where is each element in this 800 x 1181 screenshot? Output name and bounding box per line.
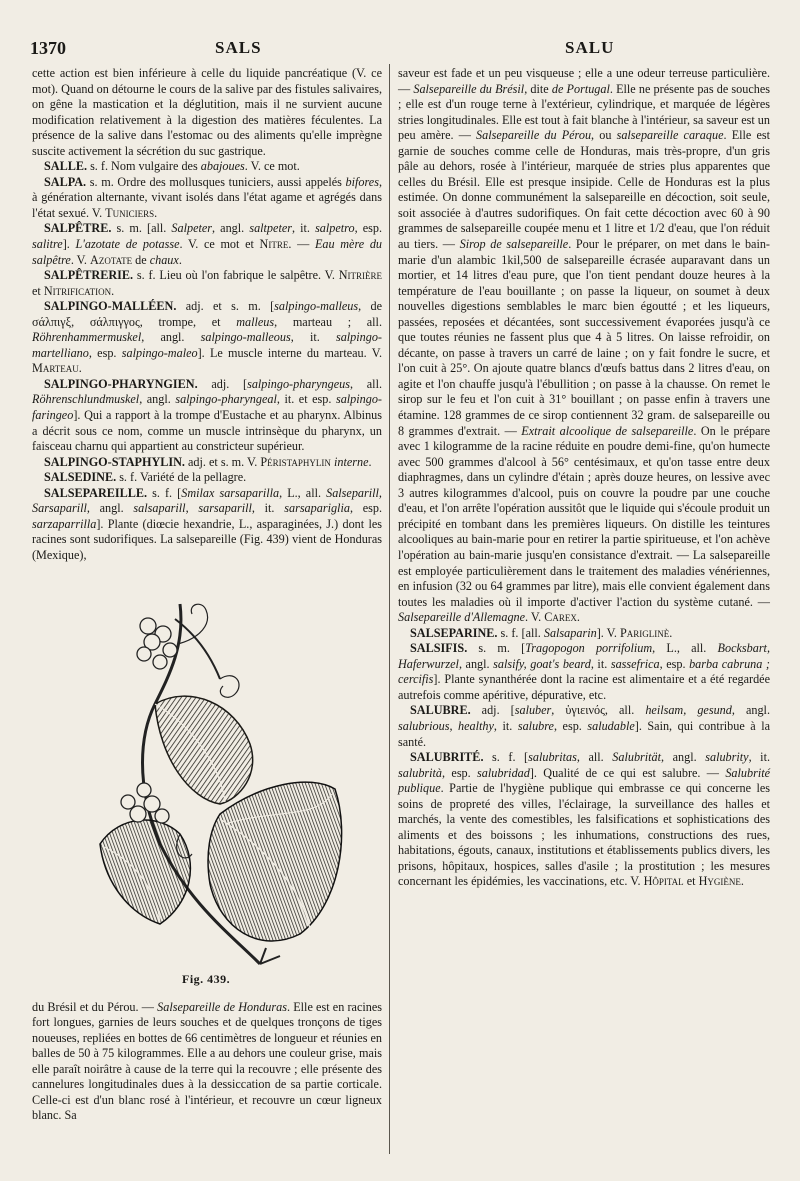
entry-salsifis: SALSIFIS. s. m. [Tragopogon porrifolium, L., all. Bocksbart, Haferwurzel, angl. salsify, goat's beard, it. sassefrica, esp. barba cabruna ; cercifis]. Plante synanthérée dont la racine est alimentaire et a été regardée autrefois comme apéritive, dépurative, etc.	[398, 641, 770, 702]
column-divider	[389, 64, 390, 1154]
entry-salle: SALLE. s. f. Nom vulgaire des abajoues. V. ce mot.	[44, 159, 300, 174]
right-guide-word: SALU	[565, 38, 615, 57]
right-column	[398, 66, 770, 890]
figure-439	[32, 564, 382, 1000]
page-number: 1370	[30, 38, 66, 58]
entry-salpingo-staphylin: SALPINGO-STAPHYLIN. adj. et s. m. V. Péristaphylin interne.	[44, 454, 372, 469]
entry-salpetrerie: SALPÊTRERIE. s. f. Lieu où l'on fabrique le salpêtre. V. Nitrière et Nitrification.	[32, 268, 382, 298]
entry-salpetre: SALPÊTRE. s. m. [all. Salpeter, angl. saltpeter, it. salpetro, esp. salitre]. L'azotate de potasse. V. ce mot et Nitre. — Eau mère du salpêtre. V. Azotate de chaux.	[32, 221, 383, 267]
left-column	[32, 66, 382, 1124]
entry-salpingo-malleen: SALPINGO-MALLÉEN. adj. et s. m. [salpingo-malleus, de σάλπιγξ, σάλπιγγος, trompe, et malleus, marteau ; all. Röhrenhammermuskel, angl. salpingo-malleous, it. salpingo-martelliano, esp. salpingo-maleo]. Le muscle interne du marteau. V. Marteau.	[32, 299, 383, 376]
entry-salubrite: SALUBRITÉ. s. f. [salubritas, all. Salubrität, angl. salubrity, it. salubrità, esp. salubridad]. Qualité de ce qui est salubre. — Salubrité publique. Partie de l'hygiène publique qui embrasse ce qui concerne les soins de propreté des villes, l'éclairage, la surveillance des halles et marchés, la vente des comestibles, les falsifications et sophistications des aliments et des boissons ; les inhumations, constructions des rues, habitations, égouts, canaux, institutions et établissements publics divers, les prisons, hôpitaux, hospices, salles d'asile ; la prostitution ; les mesures concernant les épidémies, les vaccinations, etc. V. Hôpital et Hygiène.	[398, 750, 770, 889]
running-head	[30, 36, 770, 62]
paragraph-continuation: cette action est bien inférieure à celle du liquide pancréatique (V. ce mot). Quand on détourne le cours de la salive par des fistules salivaires, on gêne la mastication et la déglutition, mais il ne survient aucune modification relativement à la digestion des matières féculentes. La présence de la salive dans l'estomac ou des aliments qu'elle imprègne suscite activement la sécrétion du suc gastrique.	[32, 66, 382, 158]
entry-salpingo-pharyngien: SALPINGO-PHARYNGIEN. adj. [salpingo-pharyngeus, all. Röhrenschlundmuskel, angl. salpingo-pharyngeal, it. et esp. salpingo-faringeo]. Qui a rapport à la trompe d'Eustache et au pharynx. Albinus a décrit sous ce nom, comme un muscle intrinsèque du pharynx, un faisceau charnu qui appartient au constricteur supérieur.	[32, 376, 382, 454]
left-guide-word: SALS	[215, 38, 262, 57]
paragraph-salsepareille-cont: du Brésil et du Pérou. — Salsepareille de Honduras. Elle est en racines fort longues, garnies de leurs souches et de quelques tronçons de tiges noueuses, repliées en bottes de 66 centimètres de longueur et réunies en balles de 50 à 75 kilogrammes. Elle a au dehors une couleur grise, mais elle paraît noirâtre à cause de la terre qui la recouvre ; elle présente des cannelures longitudinales dues à la dessiccation de sa partie corticale. Celle-ci est d'un blanc rosé à l'intérieur, et recouvre un cœur ligneux blanc. Sa	[32, 999, 382, 1123]
paragraph-salsepareille-right: saveur est fade et un peu visqueuse ; elle a une odeur terreuse particulière. — Salsepareille du Brésil, dite de Portugal. Elle ne présente pas de souches ; elle est d'un rouge terne à l'extérieur, cylindrique, et marquée de légères stries longitudinales. Elle est tout à fait blanche à l'intérieur, sa saveur est un peu amère. — Salsepareille du Pérou, ou salsepareille caraque. Elle est garnie de souches comme celle de Honduras, mais très-propre, d'un gris pâle au dehors, rosée à l'intérieur, marquée de stries plus apparentes que celles du Brésil. Elle est presque insipide. Celle de Honduras est la plus estimée. On donne communément la salsepareille en décoction, soit seule, soit associée à d'autres sudorifiques. On fait cette décoction avec 60 à 90 grammes de salsepareille coupée menu et 1 litre et 1/2 d'eau, que l'on réduit au tiers. — Sirop de salsepareille. Pour le préparer, on met dans le bain-marie d'un alambic 1kil,500 de salsepareille écrasée auparavant dans un mortier, et 14 litres d'eau pure, que l'on tient pendant douze heures à la température de l'eau bouillante ; on passe la liqueur, on soumet à deux nouvelles digestions semblables le marc bien égoutté ; et les liqueurs, passées, reposées et décantées, sont successivement évaporées jusqu'à ce que toutes réunies ne fassent plus que 4 à 5 litres. On laisse refroidir, on décante, on passe à travers un carré de laine ; on y fait fondre le sucre, et l'on cuit à 25°. On ajoute quatre blancs d'œufs battus dans 2 litres d'eau, on agite et l'on chauffe jusqu'à l'ébullition ; on passe à la chausse. On remet le sirop sur le feu et l'on cuit à 31° bouillant ; on passe enfin à travers une étamine. 128 grammes de ce sirop contiennent 32 gram. de salsepareille ou 8 grammes d'extrait. — Extrait alcoolique de salsepareille. On le prépare avec 1 kilogramme de la racine réduite en poudre demi-fine, qu'on humecte avec 500 grammes d'alcool à 56° centésimaux, et qu'on tasse entre deux diaphragmes, dans un cylindre d'étain ; après douze heures, on lessive avec 3 autres kilogrammes d'alcool, puis on couvre la poudre par une couche d'eau, et l'on arrête l'opération aussitôt que le liquide qui s'écoule produit un précipité en tombant dans les premières liqueurs. On distille les teintures alcooliques au bain-marie pour en retirer la partie spiritueuse, et l'on achève l'opération au bain-marie jusqu'en consistance d'extrait. — La salsepareille est employée particulièrement dans le traitement des maladies vénériennes, en infusion (32 ou 64 grammes par litre), mais elle convient également dans toutes les maladies où il importe d'activer l'action du système cutané. — Salsepareille d'Allemagne. V. Carex.	[398, 66, 771, 625]
figure-caption: Fig. 439.	[182, 971, 231, 986]
entry-salpa: SALPA. s. m. Ordre des mollusques tuniciers, aussi appelés bifores, à génération alternante, vivant isolés dans l'état agame et agrégés dans l'état sexué. V. Tuniciers.	[32, 174, 382, 220]
entry-salsepareille: SALSEPAREILLE. s. f. [Smilax sarsaparilla, L., all. Salseparill, Sarsaparill, angl. salsaparill, sarsaparill, it. sarsapariglia, esp. sarzaparrilla]. Plante (diœcie hexandrie, L., asparaginées, J.) dont les racines sont sudorifiques. La salsepareille (Fig. 439) vient de Honduras (Mexique),	[32, 485, 383, 562]
entry-salseparine: SALSEPARINE. s. f. [all. Salsaparin]. V. Pariglinè.	[410, 625, 673, 640]
entry-salubre: SALUBRE. adj. [saluber, ὑγιεινός, all. heilsam, gesund, angl. salubrious, healthy, it. salubre, esp. saludable]. Sain, qui contribue à la santé.	[398, 703, 771, 749]
sarsaparilla-illustration	[60, 584, 360, 974]
entry-salsedine: SALSEDINE. s. f. Variété de la pellagre.	[44, 470, 247, 485]
